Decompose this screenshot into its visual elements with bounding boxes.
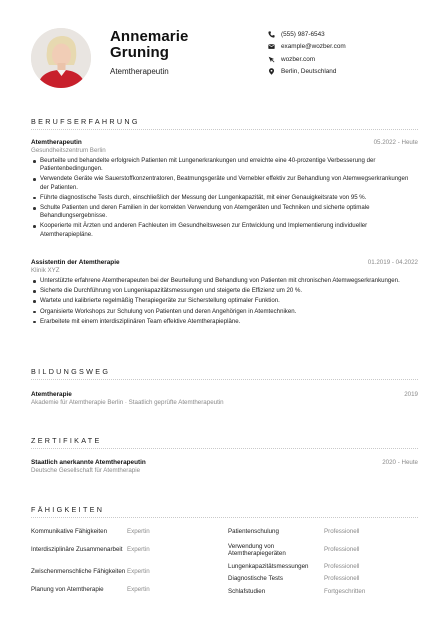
entry-bullets [31, 277, 418, 326]
entry-degree: Atemtherapie [31, 391, 72, 398]
bullet-item: Unterstützte erfahrene Atemtherapeuten bei der Beurteilung und Behandlung von Patienten mit chronischen Atemwegserkrankungen. [31, 277, 418, 285]
entry-header [31, 259, 418, 267]
education-entry [31, 391, 418, 407]
section-title-skills: FÄHIGKEITEN [31, 505, 105, 514]
skill-name: Diagnostische Tests [228, 575, 283, 583]
certificate-name: Staatlich anerkannte Atemtherapeutin [31, 459, 146, 466]
candidate-name [110, 29, 188, 61]
bullet-item: Kooperierte mit Ärzten und anderen Fachleuten im Gesundheitswesen zur Entwicklung und Implementierung individueller Atemtherapiepläne. [31, 222, 418, 238]
skill-row [228, 561, 418, 573]
section-title-experience: BERUFSERFAHRUNG [31, 117, 140, 126]
bullet-item: Schulte Patienten und deren Familien in der korrekten Verwendung von Atemgeräten und Techniken und sicherte optimale Behandlungsergebnisse. [31, 204, 418, 220]
contact-location [268, 66, 438, 78]
experience-entry [31, 259, 418, 328]
first-name: Annemarie [110, 28, 189, 45]
skill-row [31, 561, 221, 583]
phone-icon [268, 31, 281, 38]
map-pin-icon [268, 68, 281, 75]
skill-level: Expertin [127, 586, 150, 594]
bullet-item: Führte diagnostische Tests durch, einschließlich der Messung der Lungenkapazität, mit einer Genauigkeitsrate von 95 %. [31, 194, 418, 202]
bullet-item: Wartete und kalibrierte regelmäßig Therapiegeräte zur Sicherstellung optimaler Funktion. [31, 297, 418, 305]
bullet-item: Verwendete Geräte wie Sauerstoffkonzentratoren, Beatmungsgeräte und Vernebler effektiv zur Behandlung von Atemwegserkrankungen der Patienten. [31, 175, 418, 191]
contact-phone[interactable] [268, 28, 438, 40]
skill-name: Patientenschulung [228, 527, 279, 535]
skill-name: Kommunikative Fähigkeiten [31, 527, 108, 535]
bullet-item: Erarbeitete mit einem interdisziplinären Team effektive Atemtherapiepläne. [31, 318, 418, 326]
skill-level: Professionell [324, 563, 360, 571]
section-divider [31, 448, 418, 449]
contact-list [268, 28, 438, 78]
website-text: wozber.com [281, 55, 316, 63]
skill-name: Schlafstudien [228, 588, 266, 596]
entry-header [31, 459, 418, 467]
entry-dates: 01.2019 - 04.2022 [367, 259, 418, 266]
bullet-item: Organisierte Workshops zur Schulung von Patienten und deren Angehörigen in Atemtechniken. [31, 308, 418, 316]
phone-text: (555) 987-6543 [281, 30, 325, 38]
skill-level: Professionell [324, 527, 360, 535]
certificate-issuer: Deutsche Gesellschaft für Atemtherapie [31, 467, 141, 474]
entry-header [31, 139, 418, 147]
experience-entry [31, 139, 418, 241]
skill-level: Expertin [127, 568, 150, 576]
skill-name: Interdisziplinäre Zusammenarbeit [31, 546, 123, 554]
certificate-entry [31, 459, 418, 475]
location-text: Berlin, Deutschland [281, 68, 337, 75]
entry-dates: 05.2022 - Heute [373, 139, 418, 146]
skill-name: Zwischenmenschliche Fähigkeiten [31, 568, 126, 576]
contact-email[interactable] [268, 41, 438, 53]
skill-row [31, 583, 221, 597]
skill-level: Professionell [324, 546, 360, 554]
job-title: Atemtherapeutin [110, 67, 169, 76]
email-text: example@wozber.com [281, 43, 346, 50]
skill-row [228, 539, 418, 561]
section-divider [31, 517, 418, 518]
skill-row [228, 585, 418, 599]
section-title-certificates: ZERTIFIKATE [31, 436, 102, 445]
skill-level: Expertin [127, 546, 150, 554]
entry-bullets [31, 157, 418, 239]
skills-column-left [31, 524, 221, 597]
skill-row [228, 573, 418, 585]
section-divider [31, 129, 418, 130]
skill-level: Expertin [127, 527, 150, 535]
skills-column-right [228, 524, 418, 599]
entry-role: Atemtherapeutin [31, 139, 82, 146]
entry-institution: Akademie für Atemtherapie Berlin · Staatlich geprüfte Atemtherapeutin [31, 399, 224, 406]
entry-role: Assistentin der Atemtherapie [31, 259, 120, 266]
skill-level: Professionell [324, 575, 360, 583]
section-divider [31, 379, 418, 380]
skill-name: Planung von Atemtherapie [31, 586, 104, 594]
entry-header [31, 391, 418, 399]
cursor-icon [268, 56, 281, 63]
section-title-education: BILDUNGSWEG [31, 367, 111, 376]
skill-name: Verwendung von Atemtherapiegeräten [228, 542, 286, 557]
entry-dates: 2019 [404, 391, 418, 398]
profile-photo [31, 28, 91, 88]
entry-company: Gesundheitszentrum Berlin [31, 147, 106, 154]
bullet-item: Sicherte die Durchführung von Lungenkapazitätsmessungen und steigerte die Effizienz um 20 %. [31, 287, 418, 295]
last-name: Gruning [110, 44, 170, 61]
envelope-icon [268, 43, 281, 50]
skill-row [228, 524, 418, 539]
skill-name: Lungenkapazitätsmessungen [228, 563, 309, 571]
resume-header [0, 0, 448, 100]
skill-row [31, 539, 221, 561]
skill-level: Fortgeschritten [324, 588, 366, 596]
profile-photo-image [31, 28, 91, 88]
contact-website[interactable] [268, 53, 438, 65]
bullet-item: Beurteilte und behandelte erfolgreich Patienten mit Lungenerkrankungen und erreichte eine 40-prozentige Verbesserung der Patientenbedingungen. [31, 157, 418, 173]
skill-row [31, 524, 221, 539]
entry-dates: 2020 - Heute [382, 459, 418, 466]
entry-company: Klinik XYZ [31, 267, 60, 274]
